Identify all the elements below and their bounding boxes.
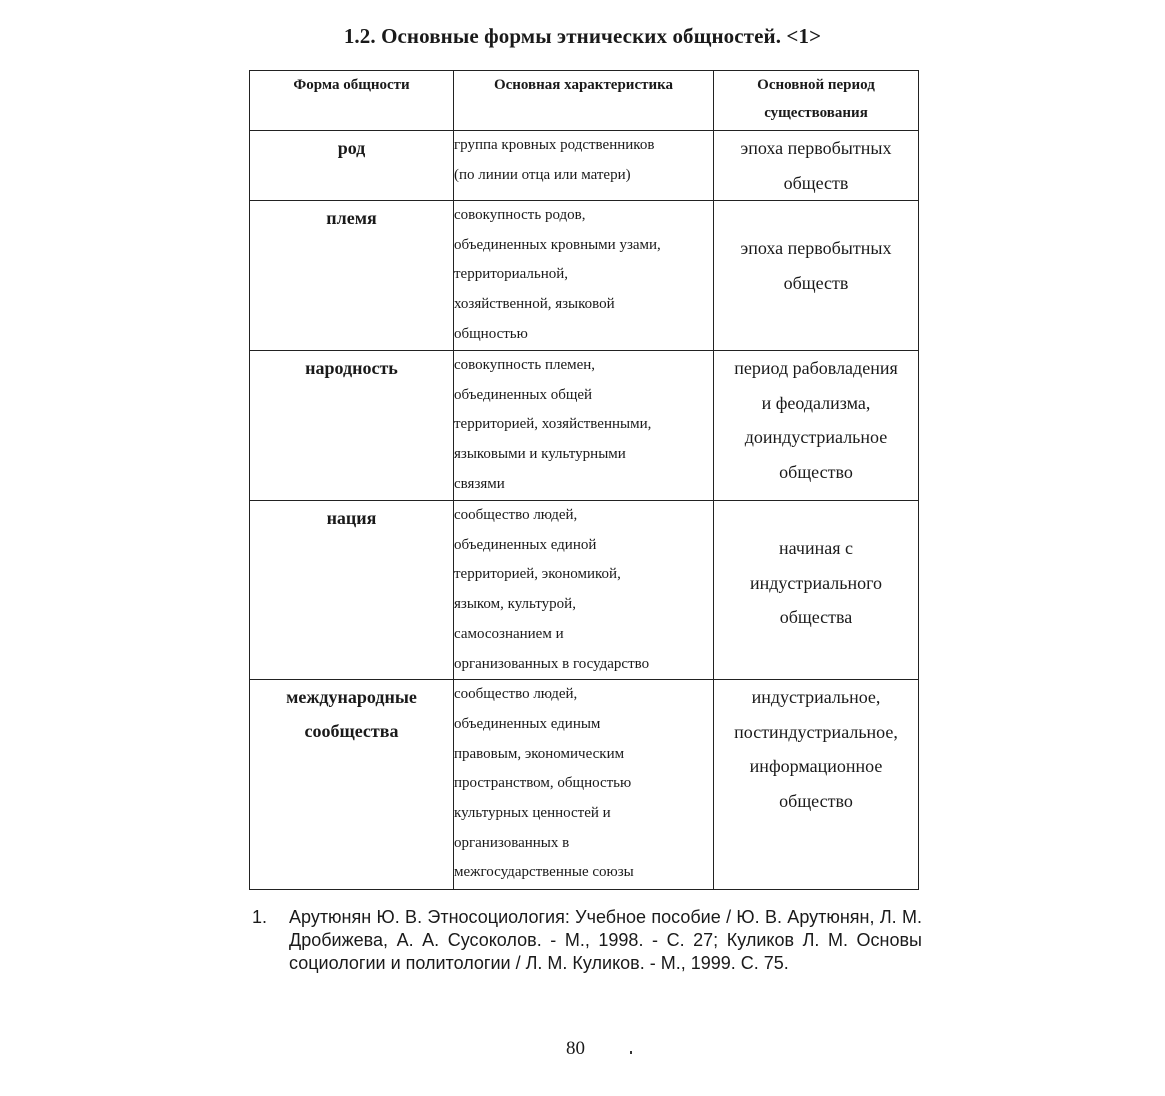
form-name-cell: племя (250, 201, 454, 351)
footnote-number: 1. (252, 907, 268, 927)
form-name-cell: международные сообщества (250, 680, 454, 890)
header-form: Форма общности (250, 71, 454, 131)
period-cell: индустриальное, постиндустриальное, информационное общество (714, 680, 919, 890)
form-name-cell: нация (250, 501, 454, 680)
characteristic-cell: группа кровных родственников (по линии отца или матери) (454, 131, 714, 201)
table-row (250, 501, 919, 680)
table-header-row (250, 71, 919, 131)
characteristic-cell: сообщество людей, объединенных единой территорией, экономикой, языком, культурой, самосознанием и организованных в государство (454, 501, 714, 680)
characteristic-cell: сообщество людей, объединенных единым правовым, экономическим пространством, общностью культурных ценностей и организованных в межгосударственные союзы (454, 680, 714, 890)
header-period: Основной период существования (714, 71, 919, 131)
characteristic-cell: совокупность племен, объединенных общей территорией, хозяйственными, языковыми и культурными связями (454, 351, 714, 501)
table-row (250, 201, 919, 351)
ethnic-forms-table (249, 70, 919, 890)
footnote-text: Арутюнян Ю. В. Этносоциология: Учебное пособие / Ю. В. Арутюнян, Л. М. Дробижева, А. А. Сусоколов. - М., 1998. - С. 27; Куликов Л. М. Основы социологии и политологии / Л. М. Куликов. - М., 1999. С. 75. (289, 907, 922, 973)
page-number: 80 (566, 1038, 585, 1059)
period-cell: эпоха первобытных обществ (714, 201, 919, 351)
form-name-cell: род (250, 131, 454, 201)
form-name-cell: народность (250, 351, 454, 501)
characteristic-cell: совокупность родов, объединенных кровными узами, территориальной, хозяйственной, языковой общностью (454, 201, 714, 351)
header-characteristic: Основная характеристика (454, 71, 714, 131)
table-row (250, 351, 919, 501)
period-cell: начиная с индустриального общества (714, 501, 919, 680)
table-row (250, 131, 919, 201)
table-row (250, 680, 919, 890)
period-cell: эпоха первобытных обществ (714, 131, 919, 201)
period-cell: период рабовладения и феодализма, доиндустриальное общество (714, 351, 919, 501)
page-title: 1.2. Основные формы этнических общностей. <1> (343, 24, 822, 48)
footnote (252, 906, 922, 975)
scan-speck (630, 1051, 632, 1054)
